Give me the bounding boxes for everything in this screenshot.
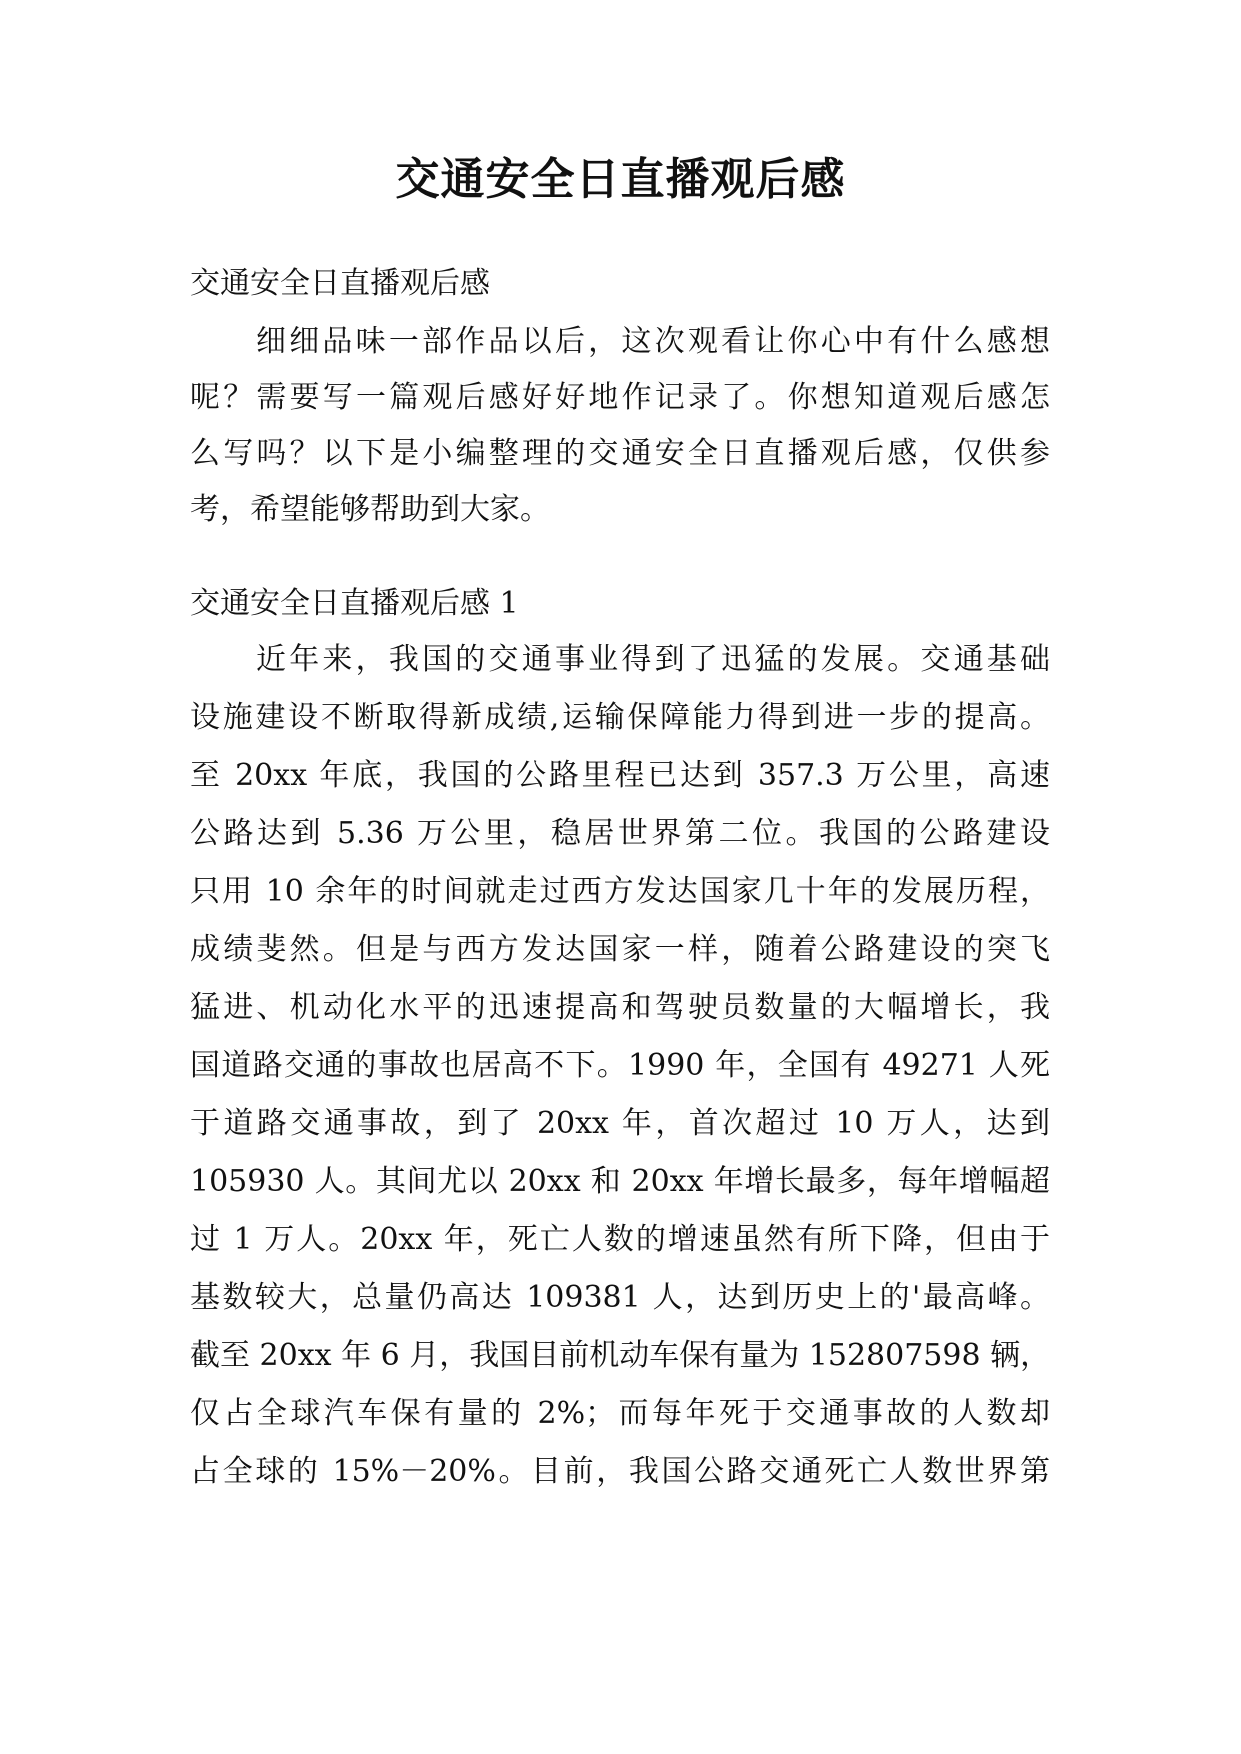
intro-line: 呢？需要写一篇观后感好好地作记录了。你想知道观后感怎 (190, 380, 1050, 415)
intro-line: 考，希望能够帮助到大家。 (190, 492, 550, 527)
intro-line: 么写吗？以下是小编整理的交通安全日直播观后感，仅供参 (190, 436, 1050, 471)
paragraph-line: 至 20xx 年底，我国的公路里程已达到 357.3 万公里，高速 (190, 758, 1050, 793)
document-title: 交通安全日直播观后感 (395, 154, 846, 205)
paragraph-line: 截至 20xx 年 6 月，我国目前机动车保有量为 152807598 辆， (190, 1338, 1051, 1373)
paragraph-line: 成绩斐然。但是与西方发达国家一样，随着公路建设的突飞 (190, 932, 1050, 967)
paragraph-line: 仅占全球汽车保有量的 2%；而每年死于交通事故的人数却 (190, 1396, 1050, 1431)
paragraph-line: 105930 人。其间尤以 20xx 和 20xx 年增长最多，每年增幅超 (190, 1164, 1050, 1199)
paragraph-line: 国道路交通的事故也居高不下。1990 年，全国有 49271 人死 (190, 1048, 1050, 1083)
paragraph-line: 只用 10 余年的时间就走过西方发达国家几十年的发展历程， (190, 874, 1050, 909)
section-heading: 交通安全日直播观后感 1 (190, 586, 519, 621)
paragraph-line: 过 1 万人。20xx 年，死亡人数的增速虽然有所下降，但由于 (190, 1222, 1050, 1257)
paragraph-line: 公路达到 5.36 万公里，稳居世界第二位。我国的公路建设 (190, 816, 1050, 851)
paragraph-line: 猛进、机动化水平的迅速提高和驾驶员数量的大幅增长，我 (190, 990, 1050, 1025)
paragraph-line: 基数较大，总量仍高达 109381 人，达到历史上的'最高峰。 (190, 1280, 1050, 1315)
paragraph-line: 占全球的 15%－20%。目前，我国公路交通死亡人数世界第 (190, 1454, 1050, 1489)
paragraph-line: 设施建设不断取得新成绩,运输保障能力得到进一步的提高。 (190, 700, 1050, 735)
intro-heading: 交通安全日直播观后感 (190, 266, 490, 301)
intro-line: 细细品味一部作品以后，这次观看让你心中有什么感想 (256, 324, 1050, 359)
paragraph-line: 近年来，我国的交通事业得到了迅猛的发展。交通基础 (256, 642, 1050, 677)
paragraph-line: 于道路交通事故，到了 20xx 年，首次超过 10 万人，达到 (190, 1106, 1050, 1141)
